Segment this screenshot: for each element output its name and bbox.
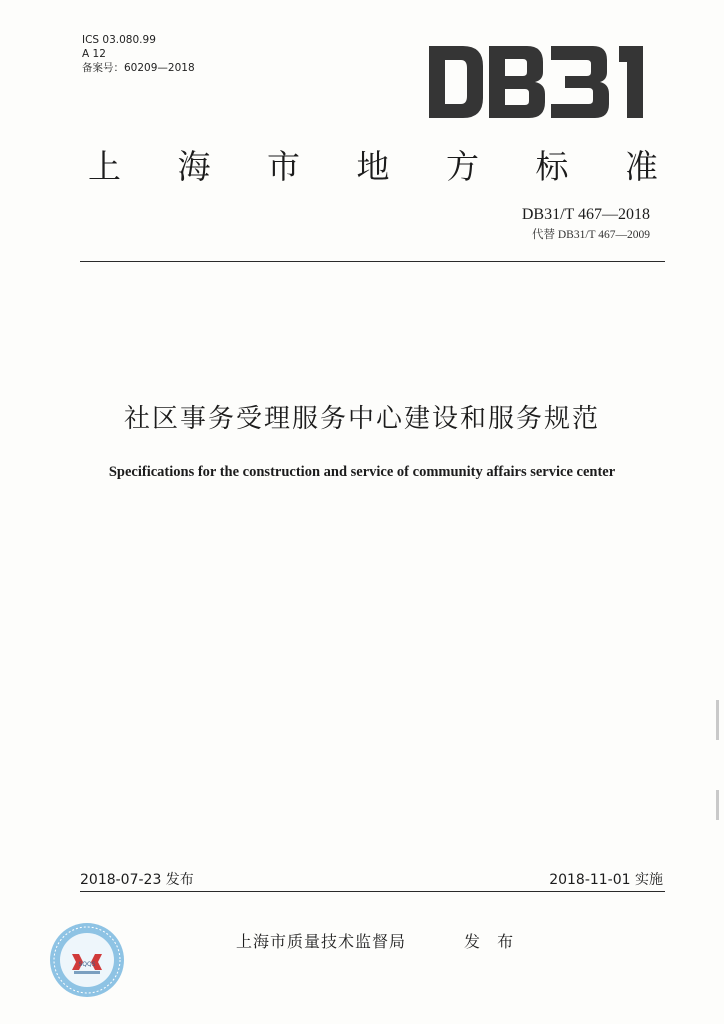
db31-logo-letters <box>429 46 643 118</box>
seal-inner-text: SQQS <box>78 961 96 968</box>
top-divider <box>80 261 665 262</box>
scan-edge-mark <box>716 790 719 820</box>
standard-number: DB31/T 467—2018 <box>521 206 650 223</box>
issue-date: 2018-07-23 发布 <box>80 872 194 888</box>
title-char: 方 <box>446 147 479 186</box>
class-code: A 12 <box>82 48 106 60</box>
document-title-chinese: 社区事务受理服务中心建设和服务规范 <box>123 404 600 434</box>
replaces-standard: 代替 DB31/T 467—2009 <box>532 229 650 241</box>
title-char: 准 <box>625 147 658 186</box>
publish-label: 发 布 <box>464 932 520 951</box>
publishing-authority: 上海市质量技术监督局 <box>236 932 407 951</box>
anti-counterfeit-seal <box>48 921 126 999</box>
title-char: 标 <box>535 147 569 186</box>
title-char: 海 <box>177 147 211 186</box>
document-title-english: Specifications for the construction and service of community affairs service center <box>108 464 616 480</box>
standard-type-title <box>88 141 658 188</box>
scan-edge-mark <box>716 700 719 740</box>
db31-logo <box>425 42 655 122</box>
title-char: 地 <box>356 147 390 186</box>
classification-block <box>82 33 195 75</box>
filing-number: 备案号：60209—2018 <box>82 62 195 74</box>
ics-code: ICS 03.080.99 <box>82 34 156 46</box>
standard-number-block <box>522 206 650 242</box>
title-char: 市 <box>267 147 300 186</box>
seal-text-bar <box>74 971 100 974</box>
implementation-date: 2018-11-01 实施 <box>549 872 663 888</box>
seal-inner-disc <box>60 933 114 987</box>
bottom-divider <box>80 891 665 892</box>
title-char: 上 <box>88 147 121 186</box>
